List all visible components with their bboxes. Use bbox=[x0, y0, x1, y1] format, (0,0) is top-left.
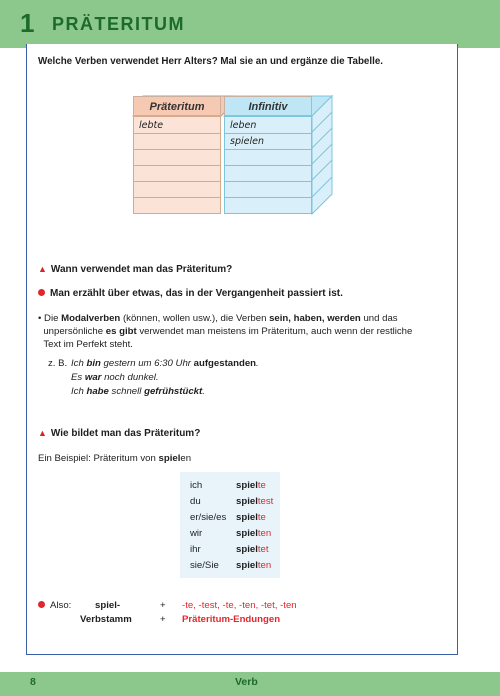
example-line-2: Es war noch dunkel. bbox=[71, 372, 159, 383]
page-number: 8 bbox=[30, 676, 36, 688]
question-when: ▲ Wann verwendet man das Präteritum? bbox=[38, 264, 233, 275]
praeteritum-column bbox=[133, 116, 221, 214]
plus-sign: + bbox=[160, 600, 166, 611]
endings-list: -te, -test, -te, -ten, -tet, -ten bbox=[182, 600, 297, 611]
answer-when: Man erzählt über etwas, das in der Vergangenheit passiert ist. bbox=[38, 288, 343, 299]
example-intro: Ein Beispiel: Präteritum von spielen bbox=[38, 453, 192, 464]
example-line-1: Ich bin gestern um 6:30 Uhr aufgestanden. bbox=[71, 358, 259, 369]
chapter-number: 1 bbox=[20, 8, 35, 38]
verb-form: spieltet bbox=[236, 544, 269, 555]
pronoun: er/sie/es bbox=[190, 512, 227, 523]
verb-form: spielte bbox=[236, 512, 266, 523]
cell-praeteritum-1[interactable]: lebte bbox=[139, 120, 164, 131]
example-line-3: Ich habe schnell gefrühstückt. bbox=[71, 386, 205, 397]
exercise-instruction: Welche Verben verwendet Herr Alters? Mal sie an und ergänze die Tabelle. bbox=[38, 56, 384, 67]
pronoun: wir bbox=[190, 528, 203, 539]
also-label: Also: bbox=[38, 600, 71, 611]
pronoun: du bbox=[190, 496, 201, 507]
verb-form: spieltest bbox=[236, 496, 274, 507]
endings-label: Präteritum-Endungen bbox=[182, 614, 281, 625]
cell-infinitiv-2[interactable]: spielen bbox=[230, 136, 264, 147]
pronoun: ihr bbox=[190, 544, 201, 555]
bullet-dot-icon bbox=[38, 289, 45, 296]
chapter-title: PRÄTERITUM bbox=[52, 14, 185, 34]
stem-label: Verbstamm bbox=[80, 614, 132, 625]
example-prefix: z. B. bbox=[48, 358, 68, 369]
stem-example: spiel- bbox=[95, 600, 121, 611]
verb-form: spielten bbox=[236, 528, 272, 539]
triangle-icon: ▲ bbox=[38, 428, 47, 438]
note-paragraph: • Die Modalverben (können, wollen usw.), die Verben sein, haben, werden und das unpersönliche es gibt verwendet man meistens im Präteritum, auch wenn der restliche Text im Perfekt steht. bbox=[38, 313, 413, 350]
bullet-dot-icon bbox=[38, 601, 45, 608]
pronoun: sie/Sie bbox=[190, 560, 219, 571]
triangle-icon: ▲ bbox=[38, 264, 47, 274]
footer-label: Verb bbox=[235, 676, 258, 688]
infinitiv-column bbox=[224, 116, 312, 214]
verb-form: spielte bbox=[236, 480, 266, 491]
verb-form: spielten bbox=[236, 560, 272, 571]
plus-sign: + bbox=[160, 614, 166, 625]
question-how: ▲ Wie bildet man das Präteritum? bbox=[38, 428, 201, 439]
cell-infinitiv-1[interactable]: leben bbox=[230, 120, 257, 131]
pronoun: ich bbox=[190, 480, 203, 491]
table-header-praeteritum: Präteritum bbox=[133, 96, 221, 116]
table-header-infinitiv: Infinitiv bbox=[224, 96, 312, 116]
